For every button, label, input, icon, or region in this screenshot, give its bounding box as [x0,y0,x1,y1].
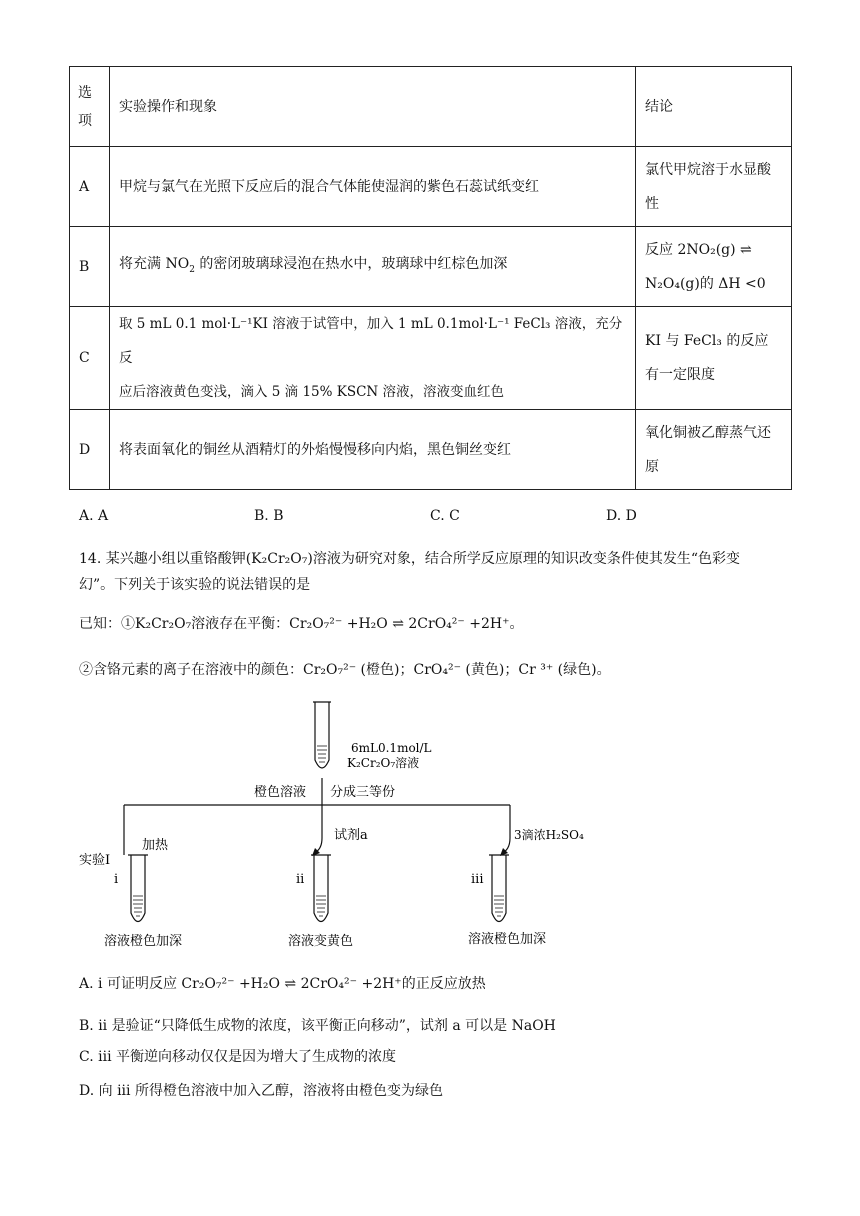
row-option: B [70,227,110,307]
row-option: D [70,410,110,490]
operation-text: 的密闭玻璃球浸泡在热水中，玻璃球中红棕色加深 [194,255,508,272]
stock-tube-icon [313,702,331,768]
q14-option-b[interactable]: B. ii 是验证“只降低生成物的浓度，该平衡正向移动”，试剂 a 可以是 NaOH [79,1018,556,1034]
row-conclusion [636,147,792,227]
row-operation: 将表面氧化的铜丝从酒精灯的外焰慢慢移向内焰，黑色铜丝变红 [110,410,636,490]
row-option: A [70,147,110,227]
sulfuric-acid-label: 3滴浓H₂SO₄ [514,828,584,842]
conclusion-line: KI 与 FeCl₃ 的反应 [645,333,769,349]
header-conclusion: 结论 [636,67,792,147]
operation-text: 将充满 NO [119,255,190,272]
header-option: 选项 [70,67,110,147]
test-tube-ii-icon [311,855,331,922]
conclusion-line: 性 [645,195,659,212]
row-conclusion [636,227,792,307]
q14-stem-line2: 幻”。下列关于该实验的说法错误的是 [79,577,311,593]
experiment-label: 实验I [79,853,111,868]
table-row [70,410,792,490]
stock-label-line1: 6mL0.1mol/L [351,741,432,755]
q14-stem-line1: 14. 某兴趣小组以重铬酸钾(K₂Cr₂O₇)溶液为研究对象，结合所学反应原理的知识改变条件使其发生“色彩变 [79,551,740,567]
row-conclusion [636,307,792,410]
q13-option-d[interactable]: D. D [606,508,637,524]
tube-i-result: 溶液橙色加深 [104,934,183,949]
tube-ii-result: 溶液变黄色 [288,934,354,949]
question-13-table [69,66,792,490]
q14-known-2: ②含铬元素的离子在溶液中的颜色：Cr₂O₇²⁻ (橙色)；CrO₄²⁻ (黄色)；Cr ³⁺ (绿色)。 [79,662,611,678]
conclusion-line: N₂O₄(g)的 ΔH <0 [645,275,766,292]
q14-option-a[interactable]: A. i 可证明反应 Cr₂O₇²⁻ +H₂O ⇌ 2CrO₄²⁻ +2H⁺的正反应放热 [79,976,486,992]
conclusion-line: 氧化铜被乙醇蒸气还 [645,424,771,441]
tube-number-i: i [114,872,119,887]
test-tube-i-icon [128,855,148,922]
conclusion-line: 反应 2NO₂(g) ⇌ [645,241,752,258]
test-tube-iii-icon [489,855,509,922]
tube-iii-result: 溶液橙色加深 [468,932,547,947]
q13-option-b[interactable]: B. B [254,508,284,524]
conclusion-line: 原 [645,458,659,475]
experiment-diagram [0,690,860,960]
row-operation: 甲烷与氯气在光照下反应后的混合气体能使湿润的紫色石蕊试纸变红 [110,147,636,227]
operation-line: 取 5 mL 0.1 mol·L⁻¹KI 溶液于试管中，加入 1 mL 0.1mol·L⁻¹ FeCl₃ 溶液，充分反 [119,316,623,366]
row-operation: 将充满 $NO_2$ 的密闭玻璃球浸泡在热水中，玻璃球中红棕色加深 [110,227,636,307]
conclusion-line: 有一定限度 [645,367,715,383]
header-operation: 实验操作和现象 [110,67,636,147]
q14-option-d[interactable]: D. 向 iii 所得橙色溶液中加入乙醇，溶液将由橙色变为绿色 [79,1083,443,1099]
q14-known-1: 已知：①K₂Cr₂O₇溶液存在平衡：Cr₂O₇²⁻ +H₂O ⇌ 2CrO₄²⁻ +2H⁺。 [79,616,524,632]
q13-option-a[interactable]: A. A [79,508,109,524]
table-row [70,227,792,307]
q13-option-c[interactable]: C. C [430,508,460,524]
table-row [70,147,792,227]
orange-solution-label: 橙色溶液 [254,785,307,800]
heat-label: 加热 [142,838,169,853]
table-row [70,307,792,410]
q14-option-c[interactable]: C. iii 平衡逆向移动仅仅是因为增大了生成物的浓度 [79,1049,396,1065]
tube-number-iii: iii [471,872,484,887]
row-conclusion [636,410,792,490]
split-label: 分成三等份 [330,785,396,800]
table-header-row [70,67,792,147]
operation-line: 应后溶液黄色变浅，滴入 5 滴 15% KSCN 溶液，溶液变血红色 [119,384,505,400]
reagent-a-label: 试剂a [334,828,368,843]
row-option: C [70,307,110,410]
row-operation [110,307,636,410]
conclusion-line: 氯代甲烷溶于水显酸 [645,161,771,178]
tube-number-ii: ii [296,872,305,887]
stock-label-line2: K₂Cr₂O₇溶液 [347,756,420,770]
